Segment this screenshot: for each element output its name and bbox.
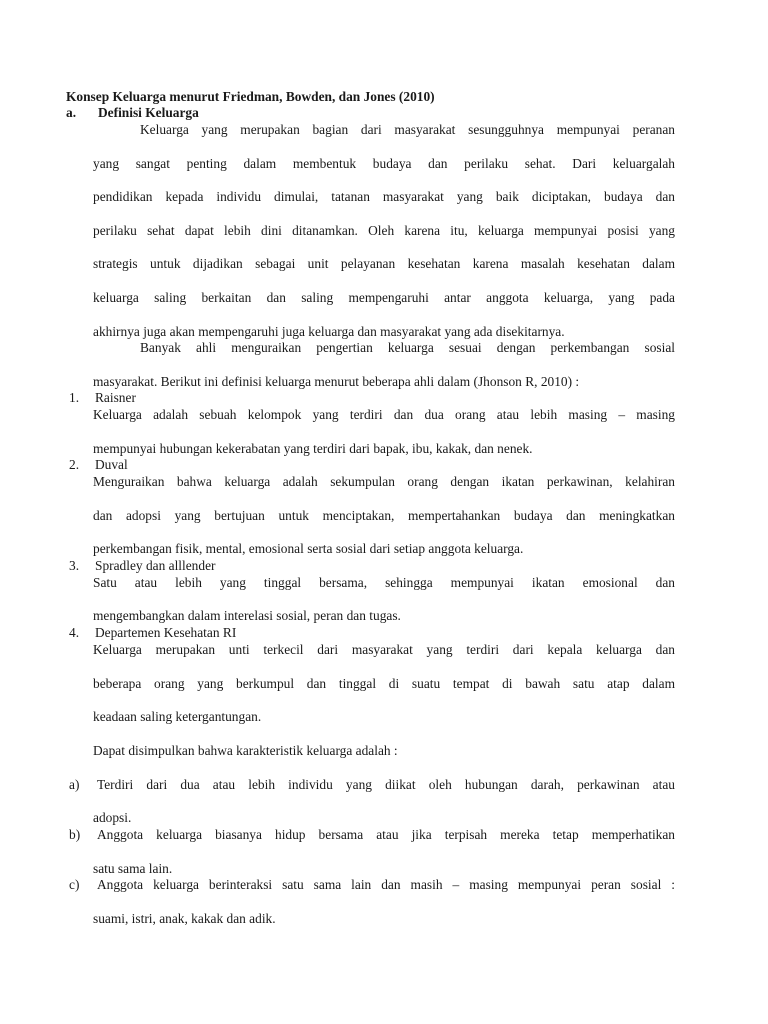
characteristic-line: adopsi. [93, 810, 132, 825]
definition-line: dan adopsi yang bertujuan untuk menciptakan, mempertahankan budaya dan meningkatkan [93, 508, 675, 523]
definition-line: Keluarga merupakan unti terkecil dari masyarakat yang terdiri dari kepala keluarga dan [93, 642, 675, 657]
paragraph-line: Keluarga yang merupakan bagian dari masyarakat sesungguhnya mempunyai peranan [140, 122, 675, 137]
definition-line: Satu atau lebih yang tinggal bersama, sehingga mempunyai ikatan emosional dan [93, 575, 675, 590]
characteristic-line: Terdiri dari dua atau lebih individu yang diikat oleh hubungan darah, perkawinan atau [97, 777, 675, 792]
section-heading: Definisi Keluarga [98, 105, 199, 120]
definition-line: keadaan saling ketergantungan. [93, 709, 262, 724]
section-marker: a. [66, 105, 77, 120]
characteristic-line: suami, istri, anak, kakak dan adik. [93, 911, 276, 926]
list-number: 3. [69, 558, 80, 573]
list-number: 1. [69, 390, 80, 405]
definition-line: beberapa orang yang berkumpul dan tinggal di suatu tempat di bawah satu atap dalam [93, 676, 675, 691]
definition-line: perkembangan fisik, mental, emosional serta sosial dari setiap anggota keluarga. [93, 541, 524, 556]
list-number: 2. [69, 457, 80, 472]
paragraph-line: perilaku sehat dapat lebih dini ditanamkan. Oleh karena itu, keluarga mempunyai posisi yang [93, 223, 675, 238]
characteristic-line: Anggota keluarga berinteraksi satu sama lain dan masih – masing mempunyai peran sosial : [97, 877, 675, 892]
document-title: Konsep Keluarga menurut Friedman, Bowden, dan Jones (2010) [66, 89, 435, 104]
paragraph-line: masyarakat. Berikut ini definisi keluarga menurut beberapa ahli dalam (Jhonson R, 2010) : [93, 374, 580, 389]
paragraph-line: strategis untuk dijadikan sebagai unit pelayanan kesehatan karena masalah kesehatan dalam [93, 256, 675, 271]
definition-name: Departemen Kesehatan RI [95, 625, 237, 640]
paragraph-line: yang sangat penting dalam membentuk budaya dan perilaku sehat. Dari keluargalah [93, 156, 675, 171]
paragraph-line: Banyak ahli menguraikan pengertian keluarga sesuai dengan perkembangan sosial [140, 340, 675, 355]
characteristic-line: Anggota keluarga biasanya hidup bersama atau jika terpisah mereka tetap memperhatikan [97, 827, 675, 842]
list-marker: c) [69, 877, 80, 892]
paragraph-line: pendidikan kepada individu dimulai, tatanan masyarakat yang baik diciptakan, budaya dan [93, 189, 675, 204]
definition-name: Spradley dan alllender [95, 558, 216, 573]
characteristic-line: satu sama lain. [93, 861, 173, 876]
definition-line: mengembangkan dalam interelasi sosial, peran dan tugas. [93, 608, 401, 623]
paragraph-line: keluarga saling berkaitan dan saling mempengaruhi antar anggota keluarga, yang pada [93, 290, 675, 305]
definition-name: Duval [95, 457, 128, 472]
definition-name: Raisner [95, 390, 136, 405]
list-marker: b) [69, 827, 81, 842]
definition-line: Keluarga adalah sebuah kelompok yang terdiri dan dua orang atau lebih masing – masing [93, 407, 675, 422]
definition-line: Menguraikan bahwa keluarga adalah sekumpulan orang dengan ikatan perkawinan, kelahiran [93, 474, 675, 489]
paragraph-line: akhirnya juga akan mempengaruhi juga keluarga dan masyarakat yang ada disekitarnya. [93, 324, 565, 339]
list-marker: a) [69, 777, 80, 792]
list-number: 4. [69, 625, 80, 640]
definition-line: mempunyai hubungan kekerabatan yang terdiri dari bapak, ibu, kakak, dan nenek. [93, 441, 533, 456]
conclusion-text: Dapat disimpulkan bahwa karakteristik keluarga adalah : [93, 743, 398, 758]
